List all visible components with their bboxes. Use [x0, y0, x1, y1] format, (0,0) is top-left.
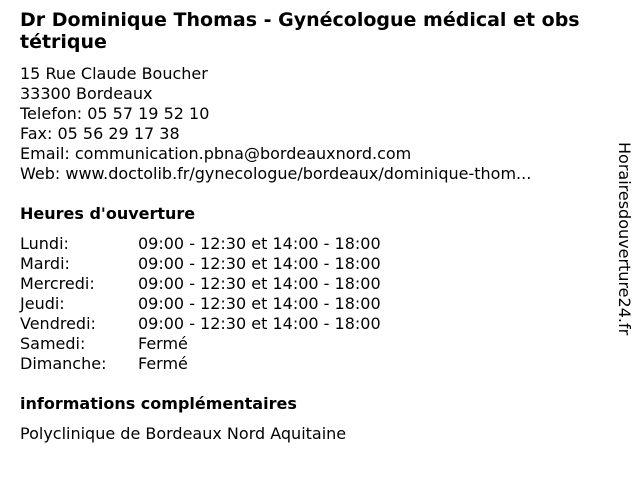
page-title: Dr Dominique Thomas - Gynécologue médical et obstétrique: [20, 9, 580, 53]
day-label: Samedi:: [20, 334, 86, 353]
day-hours: Fermé: [138, 334, 188, 353]
phone-number: Telefon: 05 57 19 52 10: [20, 104, 210, 123]
street-address: 15 Rue Claude Boucher: [20, 64, 208, 83]
email-address: Email: communication.pbna@bordeauxnord.com: [20, 144, 412, 163]
extra-info-text: Polyclinique de Bordeaux Nord Aquitaine: [20, 424, 347, 443]
day-hours: 09:00 - 12:30 et 14:00 - 18:00: [138, 294, 381, 313]
day-hours: 09:00 - 12:30 et 14:00 - 18:00: [138, 254, 381, 273]
day-label: Mardi:: [20, 254, 70, 273]
hours-row-friday: [20, 314, 381, 334]
web-address: Web: www.doctolib.fr/gynecologue/bordeaux/dominique-thom...: [20, 164, 532, 183]
day-label: Vendredi:: [20, 314, 96, 333]
day-hours: Fermé: [138, 354, 188, 373]
day-hours: 09:00 - 12:30 et 14:00 - 18:00: [138, 234, 381, 253]
hours-heading: Heures d'ouverture: [20, 204, 196, 223]
hours-row-thursday: [20, 294, 381, 314]
hours-row-tuesday: [20, 254, 381, 274]
hours-row-saturday: [20, 334, 381, 354]
day-label: Mercredi:: [20, 274, 95, 293]
day-hours: 09:00 - 12:30 et 14:00 - 18:00: [138, 274, 381, 293]
extra-info-heading: informations complémentaires: [20, 394, 297, 413]
side-watermark: Horairesdouverture24.fr: [615, 142, 634, 336]
hours-row-wednesday: [20, 274, 381, 294]
hours-row-monday: [20, 234, 381, 254]
contact-info: [20, 64, 531, 184]
fax-number: Fax: 05 56 29 17 38: [20, 124, 180, 143]
day-label: Dimanche:: [20, 354, 107, 373]
city-address: 33300 Bordeaux: [20, 84, 153, 103]
day-hours: 09:00 - 12:30 et 14:00 - 18:00: [138, 314, 381, 333]
hours-row-sunday: [20, 354, 381, 374]
hours-table: [20, 234, 381, 374]
day-label: Lundi:: [20, 234, 69, 253]
day-label: Jeudi:: [20, 294, 65, 313]
